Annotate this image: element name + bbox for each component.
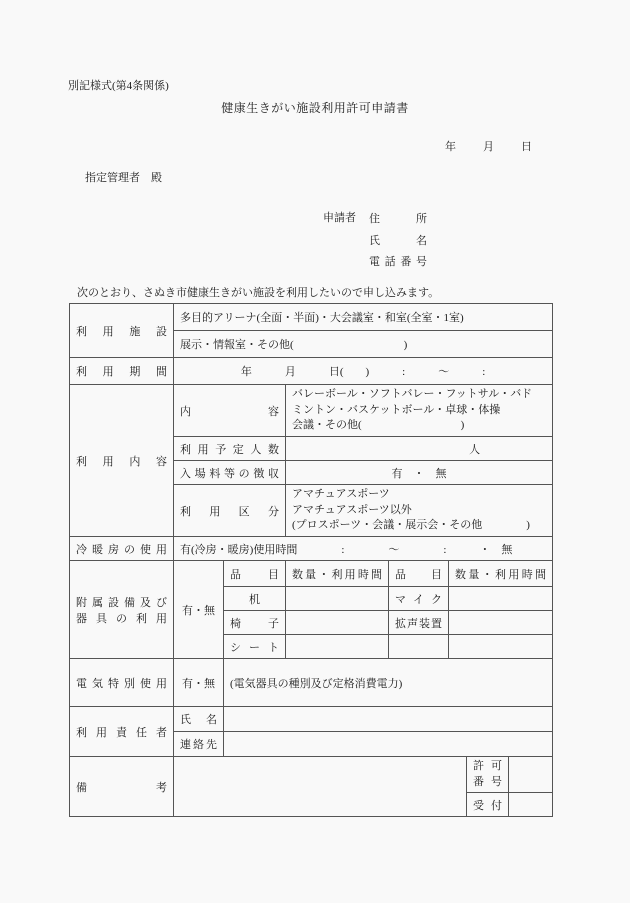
- equipment-header-item2: 品目: [389, 561, 449, 587]
- reception-cell: [509, 793, 553, 817]
- equipment-qty-chair: [286, 611, 389, 635]
- usage-category-line2: アマチュアスポーツ以外: [292, 503, 412, 516]
- equipment-label-line1: 附属設備及び: [76, 596, 167, 609]
- addressee-line: 指定管理者 殿: [85, 172, 162, 184]
- equipment-qty-amplifier: [449, 611, 553, 635]
- usage-category-label: 利用区分: [174, 485, 286, 537]
- date-line: [445, 138, 532, 154]
- facility-label: 利用施設: [70, 304, 174, 358]
- responsible-name-label: 氏名: [174, 707, 224, 732]
- intro-sentence: 次のとおり、さぬき市健康生きがい施設を利用したいので申し込みます。: [77, 287, 440, 299]
- date-year-label: 年: [445, 141, 456, 153]
- usage-content-label: 内容: [174, 385, 286, 437]
- usage-content-line1: バレーボール・ソフトバレー・フットサル・バド: [292, 388, 533, 401]
- electric-availability-choice: 有・無: [174, 659, 224, 707]
- admission-fee-label: 入場料等の徴収: [174, 461, 286, 485]
- permit-label-line2: 番号: [473, 775, 502, 788]
- usage-content-line3: 会議・その他( ): [292, 419, 465, 432]
- usage-category-options: [286, 485, 553, 537]
- equipment-header-qty2: 数量・利用時間: [449, 561, 553, 587]
- date-day-label: 日: [521, 141, 532, 153]
- facility-options-line1: 多目的アリーナ(全面・半面)・大会議室・和室(全室・1室): [174, 304, 553, 331]
- equipment-qty-desk: [286, 587, 389, 611]
- date-month-label: 月: [483, 141, 494, 153]
- responsible-contact-label: 連絡先: [174, 732, 224, 757]
- equipment-qty-blank: [449, 635, 553, 659]
- application-form-table: [69, 303, 553, 817]
- aircon-choice: 有(冷房・暖房)使用時間 : ～ : ・ 無: [174, 537, 553, 561]
- electric-note: (電気器具の種別及び定格消費電力): [224, 659, 553, 707]
- equipment-item-amplifier: 拡声装置: [389, 611, 449, 635]
- permit-number-label: [467, 757, 509, 793]
- permit-number-cell: [509, 757, 553, 793]
- period-label: 利用期間: [70, 358, 174, 385]
- admission-fee-choice: 有 ・ 無: [286, 461, 553, 485]
- people-count-cell: 人: [286, 437, 553, 461]
- equipment-item-sheet: シート: [224, 635, 286, 659]
- usage-content-options: [286, 385, 553, 437]
- usage-category-line1: アマチュアスポーツ: [292, 488, 390, 501]
- equipment-item-desk: 机: [224, 587, 286, 611]
- page-title: 健康生きがい施設利用許可申請書: [221, 101, 409, 115]
- responsible-name-cell: [224, 707, 553, 732]
- applicant-name-label: 氏名: [369, 234, 427, 247]
- equipment-header-qty1: 数量・利用時間: [286, 561, 389, 587]
- usage-label: 利用内容: [70, 385, 174, 537]
- form-number: 別記様式(第4条関係): [68, 80, 169, 92]
- usage-category-line3: (プロスポーツ・会議・展示会・その他 ): [292, 519, 530, 532]
- applicant-phone-label: 電話番号: [369, 256, 427, 268]
- people-count-label: 利用予定人数: [174, 437, 286, 461]
- remarks-cell: [174, 757, 467, 817]
- applicant-label: 申請者: [323, 212, 356, 224]
- remarks-label: 備考: [70, 757, 174, 817]
- electric-special-label: 電気特別使用: [70, 659, 174, 707]
- permit-label-line1: 許可: [473, 760, 502, 772]
- equipment-header-item1: 品目: [224, 561, 286, 587]
- period-value: 年 月 日( ) : ～ :: [174, 358, 553, 385]
- aircon-label: 冷暖房の使用: [70, 537, 174, 561]
- equipment-item-blank: [389, 635, 449, 659]
- equipment-item-mic: マイク: [389, 587, 449, 611]
- equipment-qty-sheet: [286, 635, 389, 659]
- equipment-qty-mic: [449, 587, 553, 611]
- responsible-contact-cell: [224, 732, 553, 757]
- facility-options-line2: 展示・情報室・その他( ): [174, 331, 553, 358]
- applicant-address-label: 住所: [369, 213, 427, 225]
- equipment-label: [70, 561, 174, 659]
- equipment-label-line2: 器具の利用: [76, 612, 167, 625]
- reception-label: 受付: [467, 793, 509, 817]
- usage-content-line2: ミントン・バスケットボール・卓球・体操: [292, 403, 501, 416]
- equipment-availability-choice: 有・無: [174, 561, 224, 659]
- responsible-person-label: 利用責任者: [70, 707, 174, 757]
- applicant-block: [323, 209, 427, 274]
- equipment-item-chair: 椅子: [224, 611, 286, 635]
